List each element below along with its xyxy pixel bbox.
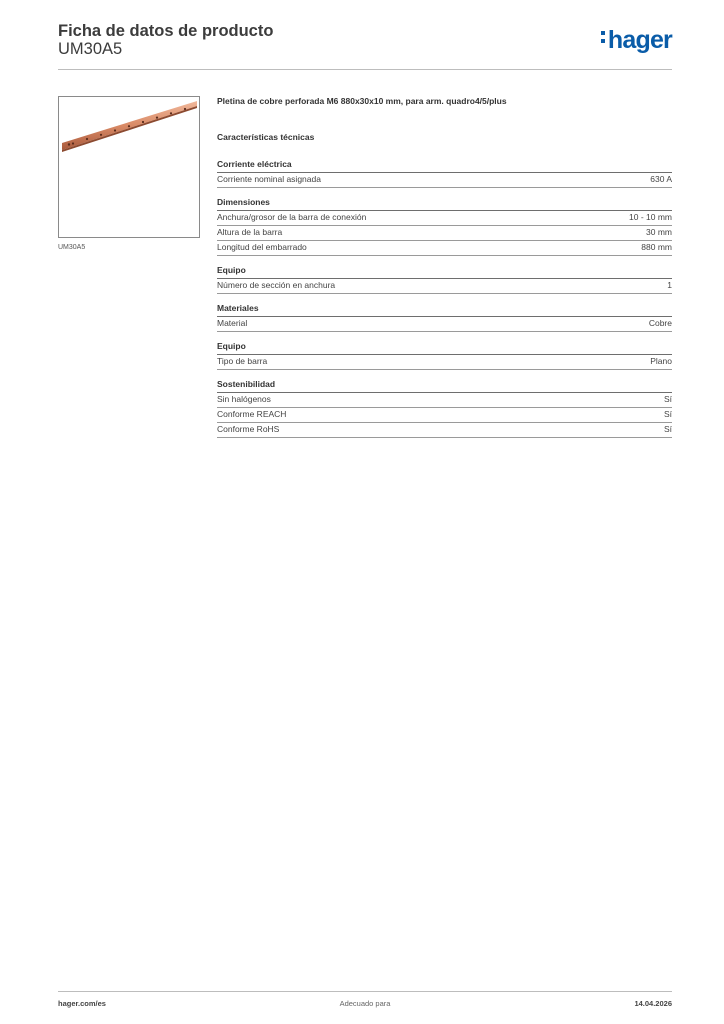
spec-row	[217, 226, 672, 241]
spec-row	[217, 211, 672, 226]
page-header	[58, 20, 672, 70]
section-title: Equipo	[217, 341, 672, 355]
section-equipment	[217, 265, 672, 294]
spec-value: 630 A	[650, 174, 672, 184]
spec-row	[217, 393, 672, 408]
spec-value: 10 - 10 mm	[629, 212, 672, 222]
product-details	[217, 96, 672, 447]
spec-label: Tipo de barra	[217, 356, 268, 366]
spec-row	[217, 279, 672, 294]
section-title: Dimensiones	[217, 197, 672, 211]
spec-label: Sin halógenos	[217, 394, 271, 404]
spec-value: Plano	[650, 356, 672, 366]
product-description: Pletina de cobre perforada M6 880x30x10 mm, para arm. quadro4/5/plus	[217, 96, 507, 106]
section-equipment-bar	[217, 341, 672, 370]
hager-logo	[601, 26, 672, 55]
product-code: UM30A5	[58, 40, 123, 58]
spec-value: Sí	[663, 424, 672, 434]
spec-row	[217, 423, 672, 438]
footer-website-link[interactable]: hager.com/es	[58, 999, 106, 1008]
spec-value: Sí	[663, 394, 672, 404]
spec-label: Material	[217, 318, 248, 328]
logo-text: hager	[607, 26, 672, 54]
section-materials	[217, 303, 672, 332]
section-title: Materiales	[217, 303, 672, 317]
footer-center-text: Adecuado para	[339, 999, 391, 1008]
spec-row	[217, 355, 672, 370]
spec-value: 30 mm	[646, 227, 672, 237]
section-sustainability	[217, 379, 672, 438]
spec-label: Anchura/grosor de la barra de conexión	[217, 212, 367, 222]
section-title: Corriente eléctrica	[217, 159, 672, 173]
product-image	[58, 96, 200, 238]
spec-value: Sí	[663, 409, 672, 419]
spec-label: Conforme REACH	[217, 409, 287, 419]
spec-label: Longitud del embarrado	[217, 242, 307, 252]
section-title: Sostenibilidad	[217, 379, 672, 393]
section-title: Equipo	[217, 265, 672, 279]
section-electrical	[217, 159, 672, 188]
spec-row	[217, 173, 672, 188]
page-footer	[58, 991, 672, 1022]
spec-row	[217, 408, 672, 423]
logo-dots-icon	[601, 31, 607, 47]
copper-busbar-image	[59, 97, 199, 237]
section-dimensions	[217, 197, 672, 256]
spec-row	[217, 317, 672, 332]
spec-value: Cobre	[648, 318, 672, 328]
document-title: Ficha de datos de producto	[58, 22, 274, 40]
spec-label: Conforme RoHS	[217, 424, 280, 434]
spec-label: Número de sección en anchura	[217, 280, 336, 290]
footer-date: 14.04.2026	[634, 999, 672, 1008]
spec-label: Altura de la barra	[217, 227, 283, 237]
image-caption: UM30A5	[58, 244, 86, 251]
characteristics-title: Características técnicas	[217, 132, 315, 142]
spec-value: 880 mm	[641, 242, 672, 252]
spec-value: 1	[667, 280, 672, 290]
spec-label: Corriente nominal asignada	[217, 174, 321, 184]
spec-row	[217, 241, 672, 256]
